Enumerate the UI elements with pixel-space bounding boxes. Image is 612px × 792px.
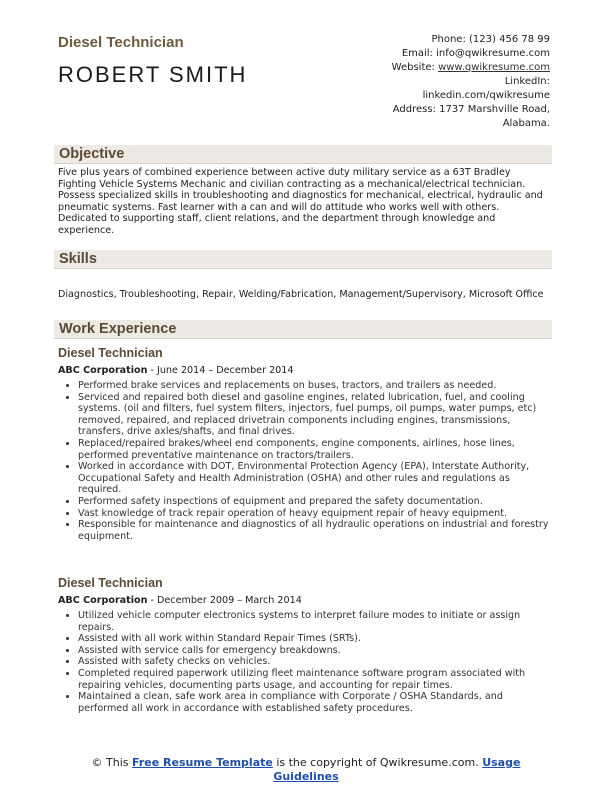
contact-block — [310, 33, 550, 131]
job-2-bullets — [62, 610, 556, 714]
skills-title: Skills — [59, 251, 97, 267]
job-1-title: Diesel Technician — [58, 346, 163, 360]
header-job-title: Diesel Technician — [58, 34, 184, 51]
footer-prefix: © This — [91, 756, 133, 769]
skills-text: Diagnostics, Troubleshooting, Repair, Welding/Fabrication, Management/Supervisory, Microsoft Office — [58, 289, 544, 300]
job-1-bullet: • Performed brake services and replacements on buses, tractors, and trailers as needed. — [78, 380, 556, 392]
skills-section-header — [54, 250, 552, 269]
email-value[interactable]: info@qwikresume.com — [436, 48, 550, 59]
job-2-company-line — [58, 595, 302, 606]
job-2-bullet: • Assisted with all work within Standard Repair Times (SRTs). — [78, 633, 556, 645]
usage-guidelines-link[interactable]: Usage Guidelines — [273, 756, 521, 783]
contact-phone-line: Phone: (123) 456 78 99 — [431, 34, 550, 45]
job-2-company: ABC Corporation — [58, 595, 148, 606]
free-resume-template-link[interactable]: Free Resume Template — [132, 756, 273, 769]
job-1-bullet: • Responsible for maintenance and diagnostics of all hydraulic operations on industrial and forestry equipment. — [78, 519, 556, 542]
job-2-bullet: • Assisted with service calls for emergency breakdowns. — [78, 645, 556, 657]
job-1-bullet: • Serviced and repaired both diesel and gasoline engines, related lubrication, fuel, and cooling systems. (oil and filters, fuel system filters, injectors, fuel pumps, oil pumps, water pumps, etc) removed, repaired, and replaced drivetrain components including engines, transmissions, transfers, drive axles/shafts, and final drives. — [78, 392, 556, 438]
copyright-footer — [60, 756, 552, 784]
job-2-dates: - December 2009 – March 2014 — [147, 595, 302, 606]
job-1-company: ABC Corporation — [58, 365, 148, 376]
phone-value: (123) 456 78 99 — [469, 34, 550, 45]
job-1-bullet: • Vast knowledge of track repair operation of heavy equipment repair of heavy equipment. — [78, 508, 556, 520]
work-experience-title: Work Experience — [59, 321, 177, 337]
linkedin-value[interactable]: linkedin.com/qwikresume — [422, 90, 550, 101]
contact-address-line: Address: 1737 Marshville Road, — [392, 104, 550, 115]
contact-website-line: Website: www.qwikresume.com — [391, 62, 550, 73]
job-1-company-line — [58, 365, 293, 376]
job-2-bullet: • Assisted with safety checks on vehicles. — [78, 656, 556, 668]
job-2-bullet: • Completed required paperwork utilizing fleet maintenance software program associated with repairing vehicles, documenting parts usage, and accounting for repair times. — [78, 668, 556, 691]
job-2-bullet: • Maintained a clean, safe work area in compliance with Corporate / OSHA Standards, and performed all work in accordance with established safety procedures. — [78, 691, 556, 714]
job-2-bullet: • Utilized vehicle computer electronics systems to interpret failure modes to initiate or assign repairs. — [78, 610, 556, 633]
objective-section-header — [54, 145, 552, 164]
objective-text: Five plus years of combined experience between active duty military service as a 63T Bradley Fighting Vehicle Systems Mechanic and civilian contracting as a mechanical/electrical technician. Possess specialized skills in troubleshooting and diagnostics for mechanical, electrical, hydraulic and pneumatic systems. Fast learner with a can and will do attitude who works well with others. Dedicated to supporting staff, client relations, and the department through knowledge and experience. — [58, 167, 543, 236]
website-link[interactable]: www.qwikresume.com — [438, 62, 550, 73]
address-line-2: Alabama. — [502, 118, 550, 129]
candidate-name: ROBERT SMITH — [58, 62, 248, 87]
job-2-title: Diesel Technician — [58, 576, 163, 590]
footer-middle: is the copyright of Qwikresume.com. — [272, 756, 483, 769]
contact-linkedin-label: LinkedIn: — [504, 76, 550, 87]
work-experience-section-header — [54, 320, 552, 339]
job-1-bullets — [62, 380, 556, 542]
contact-email-line: Email: info@qwikresume.com — [401, 48, 550, 59]
job-1-dates: - June 2014 – December 2014 — [147, 365, 294, 376]
objective-title: Objective — [59, 146, 125, 162]
job-1-bullet: • Replaced/repaired brakes/wheel end components, engine components, airlines, hose lines, performed preventative maintenance on tractors/trailers. — [78, 438, 556, 461]
job-1-bullet: • Performed safety inspections of equipment and prepared the safety documentation. — [78, 496, 556, 508]
job-1-bullet: • Worked in accordance with DOT, Environmental Protection Agency (EPA), Interstate Authority, Occupational Safety and Health Administration (OSHA) and other rules and regulations as required. — [78, 461, 556, 496]
